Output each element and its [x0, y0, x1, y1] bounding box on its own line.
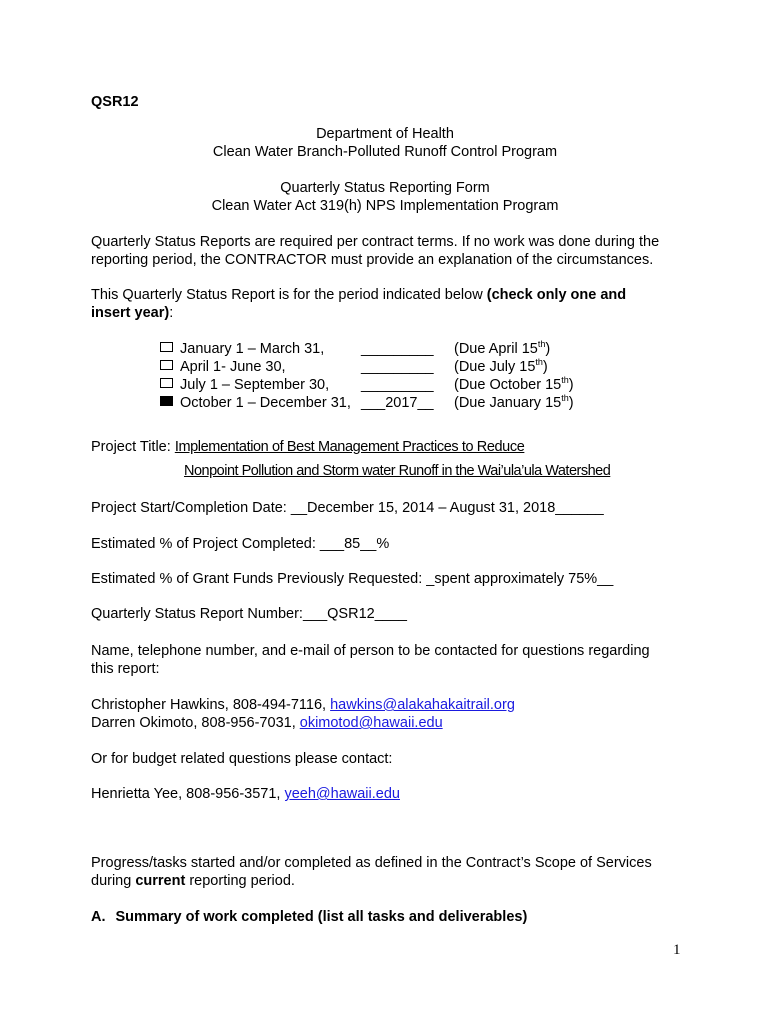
- budget-contact: [91, 786, 400, 802]
- due-text: (Due April 15: [454, 341, 538, 357]
- header-department: Department of Health: [316, 126, 454, 142]
- due-sup: th: [537, 339, 546, 350]
- pct-funds-value: _spent approximately 75%__: [426, 571, 614, 587]
- period-option-q1[interactable]: [160, 341, 324, 357]
- project-title-row: [91, 439, 524, 455]
- checkbox-empty-icon[interactable]: [160, 342, 173, 352]
- pct-completed-label: Estimated % of Project Completed:: [91, 536, 320, 552]
- section-a-heading: [91, 909, 527, 925]
- contact-text: Christopher Hawkins, 808-494-7116,: [91, 697, 331, 713]
- budget-instruction: Or for budget related questions please contact:: [91, 751, 393, 767]
- pct-funds-row: [91, 571, 613, 587]
- contact-text: Henrietta Yee, 808-956-3571,: [91, 786, 285, 802]
- report-number-label: Quarterly Status Report Number:: [91, 606, 303, 622]
- pct-completed-row: [91, 536, 389, 552]
- contact-hawkins: [91, 697, 515, 713]
- header-program: Clean Water Act 319(h) NPS Implementation Program: [211, 198, 559, 214]
- checkbox-checked-icon[interactable]: [160, 396, 173, 406]
- start-completion-row: [91, 500, 604, 516]
- due-sup: th: [535, 357, 543, 368]
- email-link[interactable]: okimotod@hawaii.edu: [299, 715, 443, 731]
- due-close: ): [568, 395, 574, 411]
- due-text: (Due January 15: [454, 395, 562, 411]
- pct-completed-value: ___85__%: [319, 536, 390, 552]
- progress-text-end: reporting period.: [185, 873, 295, 889]
- period-option-q4[interactable]: [160, 395, 351, 411]
- due-close: ): [542, 359, 548, 375]
- period-label: October 1 – December 31,: [180, 395, 351, 411]
- due-sup: th: [561, 393, 569, 404]
- period-year-value[interactable]: ___2017__: [361, 395, 434, 411]
- period-label: January 1 – March 31,: [180, 341, 325, 357]
- pct-funds-label: Estimated % of Grant Funds Previously Requested:: [91, 571, 427, 587]
- contact-okimoto: [91, 715, 443, 731]
- email-link[interactable]: yeeh@hawaii.edu: [284, 786, 400, 802]
- period-year-blank[interactable]: _________: [361, 377, 434, 393]
- document-id: QSR12: [91, 94, 139, 110]
- page-number: 1: [673, 942, 681, 958]
- period-due: [454, 341, 550, 357]
- period-due: [454, 359, 548, 375]
- period-instruction-colon: :: [169, 305, 174, 321]
- period-label: April 1- June 30,: [180, 359, 286, 375]
- project-title-value-cont: Nonpoint Pollution and Storm water Runoff in the Wai’ula’ula Watershed: [184, 463, 611, 479]
- report-number-row: [91, 606, 407, 622]
- checkbox-empty-icon[interactable]: [160, 378, 173, 388]
- header-form-title: Quarterly Status Reporting Form: [280, 180, 490, 196]
- project-title-label: Project Title:: [91, 439, 175, 455]
- contact-instruction-2: this report:: [91, 661, 160, 677]
- report-number-value: ___QSR12____: [302, 606, 407, 622]
- period-instruction-bold: (check only one and: [486, 287, 627, 303]
- intro-line-1: Quarterly Status Reports are required per contract terms. If no work was done during the: [91, 234, 660, 250]
- contact-text: Darren Okimoto, 808-956-7031,: [91, 715, 300, 731]
- period-year-blank[interactable]: _________: [361, 359, 434, 375]
- start-completion-value: __December 15, 2014 – August 31, 2018______: [290, 500, 604, 516]
- progress-bold: current: [135, 873, 186, 889]
- section-letter: A.: [91, 909, 106, 925]
- period-option-q2[interactable]: [160, 359, 286, 375]
- contact-instruction-1: Name, telephone number, and e-mail of person to be contacted for questions regarding: [91, 643, 650, 659]
- due-text: (Due October 15: [454, 377, 562, 393]
- project-title-value: Implementation of Best Management Practices to Reduce: [174, 439, 525, 455]
- checkbox-empty-icon[interactable]: [160, 360, 173, 370]
- header-branch: Clean Water Branch-Polluted Runoff Control Program: [212, 144, 558, 160]
- due-close: ): [568, 377, 574, 393]
- period-instruction: [91, 287, 626, 303]
- period-due: [454, 377, 574, 393]
- section-title: Summary of work completed (list all tasks and deliverables): [115, 909, 528, 925]
- intro-line-2: reporting period, the CONTRACTOR must provide an explanation of the circumstances.: [91, 252, 654, 268]
- progress-line-2: [91, 873, 295, 889]
- period-instruction-text: This Quarterly Status Report is for the period indicated below: [91, 287, 487, 303]
- start-completion-label: Project Start/Completion Date:: [91, 500, 291, 516]
- period-option-q3[interactable]: [160, 377, 329, 393]
- due-sup: th: [561, 375, 569, 386]
- due-text: (Due July 15: [454, 359, 536, 375]
- period-due: [454, 395, 574, 411]
- email-link[interactable]: hawkins@alakahakaitrail.org: [330, 697, 515, 713]
- progress-line-1: Progress/tasks started and/or completed as defined in the Contract’s Scope of Services: [91, 855, 652, 871]
- period-year-blank[interactable]: _________: [361, 341, 434, 357]
- period-instruction-bold-2: insert year): [91, 305, 170, 321]
- period-label: July 1 – September 30,: [180, 377, 330, 393]
- period-instruction-cont: [91, 305, 173, 321]
- due-close: ): [545, 341, 551, 357]
- progress-text: during: [91, 873, 136, 889]
